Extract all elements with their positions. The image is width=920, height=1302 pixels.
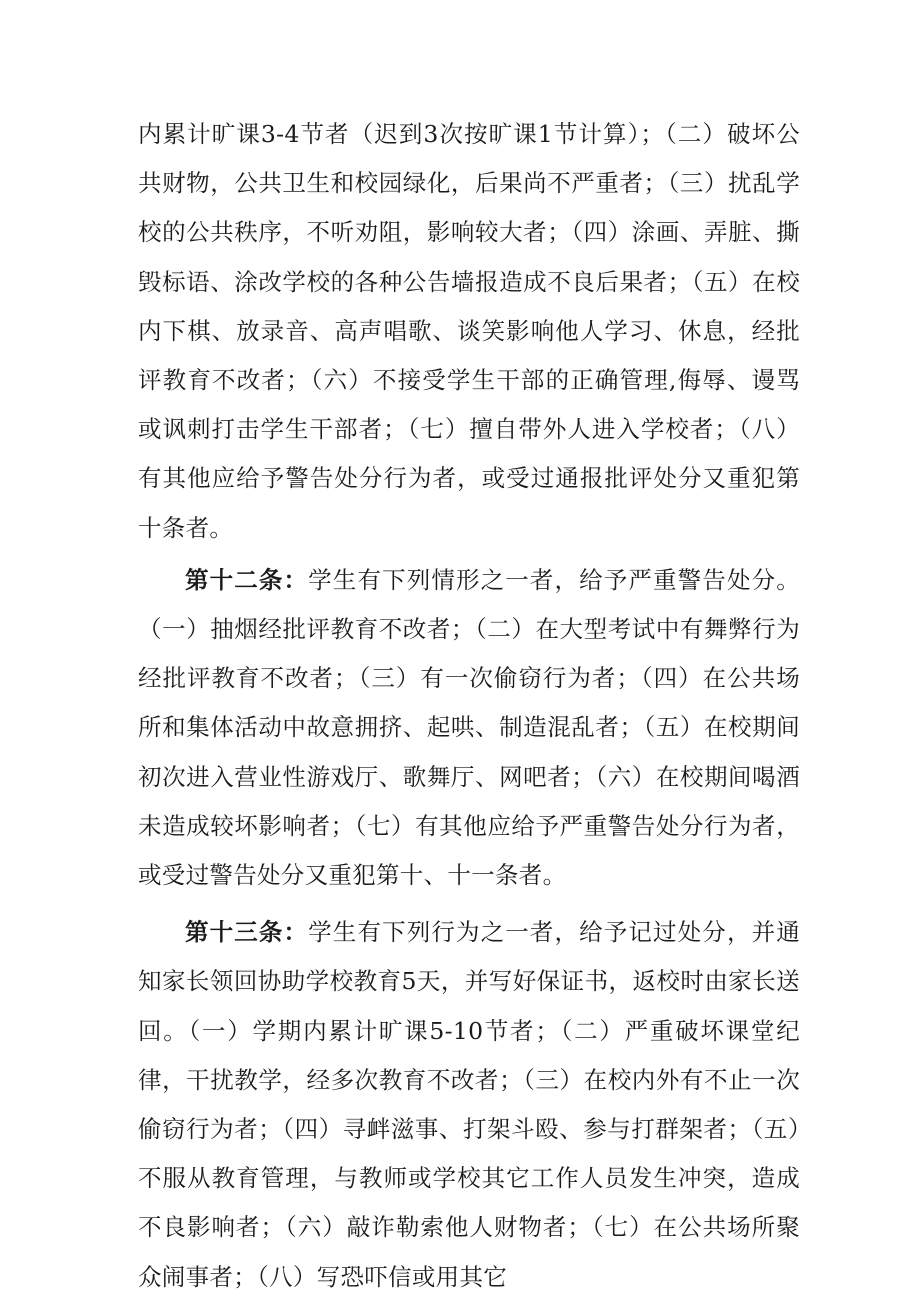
paragraph-text: 学生有下列行为之一者，给予记过处分，并通知家长领回协助学校教育5天，并写好保证书，返校时由家长送回。（一）学期内累计旷课5-10节者；（二）严重破坏课堂纪律，干扰教学，经多次教育不改者；（三）在校内外有不止一次偷窃行为者；（四）寻衅滋事、打架斗殴、参与打群架者；（五）不服从教育管理，与教师或学校其它工作人员发生冲突，造成不良影响者；（六）敲诈勒索他人财物者；（七）在公共场所聚众闹事者；（八）写恐吓信或用其它 (138, 918, 801, 1291)
paragraph-article-12 (138, 556, 800, 900)
paragraph-text: 学生有下列情形之一者，给予严重警告处分。（一）抽烟经批评教育不改者；（二）在大型考试中有舞弊行为经批评教育不改者；（三）有一次偷窃行为者；（四）在公共场所和集体活动中故意拥挤、起哄、制造混乱者；（五）在校期间初次进入营业性游戏厅、歌舞厅、网吧者；（六）在校期间喝酒未造成较坏影响者；（七）有其他应给予严重警告处分行为者，或受过警告处分又重犯第十、十一条者。 (138, 565, 801, 890)
paragraph-article-11-continued (138, 110, 800, 553)
article-label: 第十三条： (185, 918, 309, 947)
paragraph-article-13 (138, 908, 800, 1302)
document-page (138, 110, 800, 1302)
paragraph-text: 内累计旷课3-4节者（迟到3次按旷课1节计算）；（二）破坏公共财物，公共卫生和校园绿化，后果尚不严重者；（三）扰乱学校的公共秩序，不听劝阻，影响较大者；（四）涂画、弄脏、撕毁标语、涂改学校的各种公告墙报造成不良后果者；（五）在校内下棋、放录音、高声唱歌、谈笑影响他人学习、休息，经批评教育不改者；（六）不接受学生干部的正确管理,侮辱、谩骂或讽刺打击学生干部者；（七）擅自带外人进入学校者；（八）有其他应给予警告处分行为者，或受过通报批评处分又重犯第十条者。 (138, 120, 800, 542)
article-label: 第十二条： (185, 565, 309, 594)
